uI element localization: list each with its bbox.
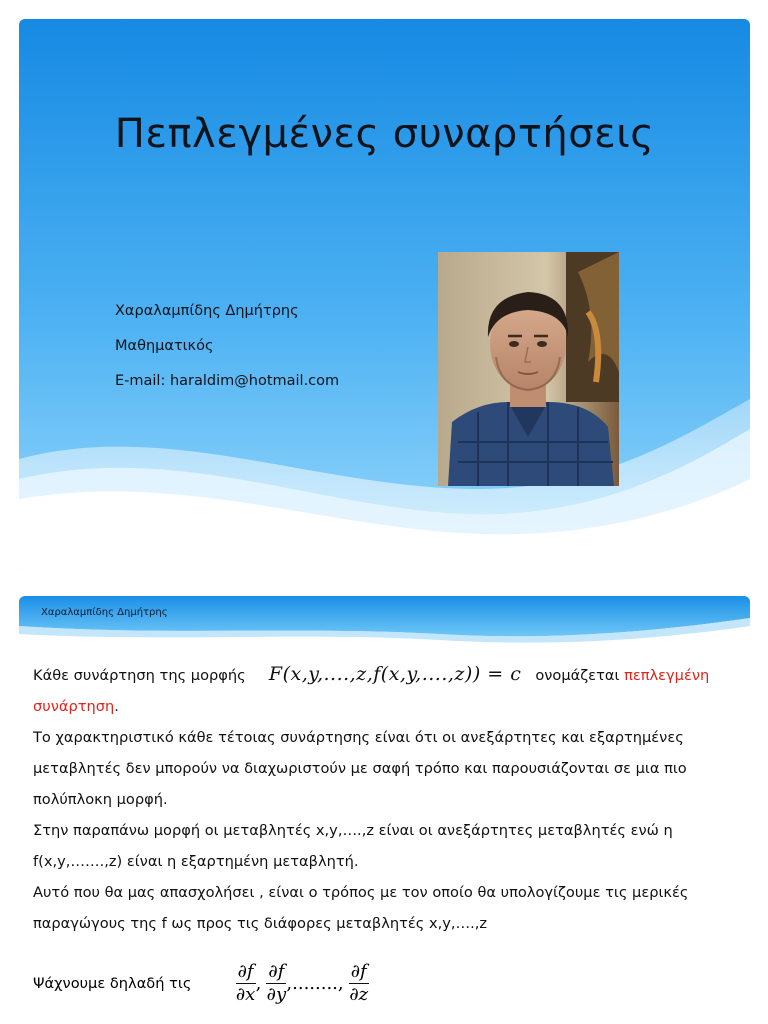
- author-photo: [438, 252, 619, 486]
- highlight-term-1: πεπλεγμένη: [624, 667, 710, 684]
- partial-derivatives-line: [33, 961, 733, 1021]
- definition-suffix: ονομάζεται: [535, 667, 620, 684]
- slide-body: [33, 659, 743, 939]
- paragraph-goal: Αυτό που θα μας απασχολήσει , είναι ο τρόπος με τον οποίο θα υπολογίζουμε τις μερικές παραγώγους της f ως προς τις διάφορες μεταβλητές x,y,….,z: [33, 884, 689, 932]
- title-slide: [19, 19, 750, 571]
- highlight-term-2: συνάρτηση: [33, 698, 115, 715]
- definition-period: .: [114, 698, 119, 715]
- content-slide: [19, 596, 750, 1024]
- slide-background: [19, 19, 750, 571]
- partial-f-y: $\frac{\partial f}{\partial y}$: [266, 961, 287, 1005]
- implicit-function-formula: F(x,y,....,z,f(x,y,....,z)) = c: [268, 663, 522, 685]
- definition-prefix: Κάθε συνάρτηση της μορφής: [33, 667, 246, 684]
- paragraph-variables: Στην παραπάνω μορφή οι μεταβλητές x,y,….,z είναι οι ανεξάρτητες μεταβλητές ενώ η f(x,y,…….,z) είναι η εξαρτημένη μεταβλητή.: [33, 822, 673, 870]
- paragraph-characteristic: Το χαρακτηριστικό κάθε τέτοιας συνάρτησης είναι ότι οι ανεξάρτητες και εξαρτημένες μεταβλητές δεν μπορούν να διαχωριστούν με σαφή τρόπο και παρουσιάζονται σε μια πιο πολύπλοκη μορφή.: [33, 729, 687, 808]
- ellipsis-separator: ,........,: [286, 973, 344, 994]
- comma-separator: ,: [255, 973, 262, 994]
- slide-title: Πεπλεγμένες συναρτήσεις: [114, 111, 655, 157]
- author-name: Χαραλαμπίδης Δημήτρης: [115, 303, 299, 319]
- paragraph-definition: [33, 659, 743, 722]
- derivatives-prefix: Ψάχνουμε δηλαδή τις: [33, 975, 192, 992]
- partial-f-x: $\frac{\partial f}{\partial x}$: [235, 961, 256, 1005]
- partial-f-z: $\frac{\partial f}{\partial z}$: [349, 961, 369, 1005]
- author-role: Μαθηματικός: [115, 338, 214, 354]
- author-email: E-mail: haraldim@hotmail.com: [115, 373, 340, 389]
- slide-header-author: Χαραλαμπίδης Δημήτρης: [41, 607, 168, 618]
- author-info: [115, 303, 339, 408]
